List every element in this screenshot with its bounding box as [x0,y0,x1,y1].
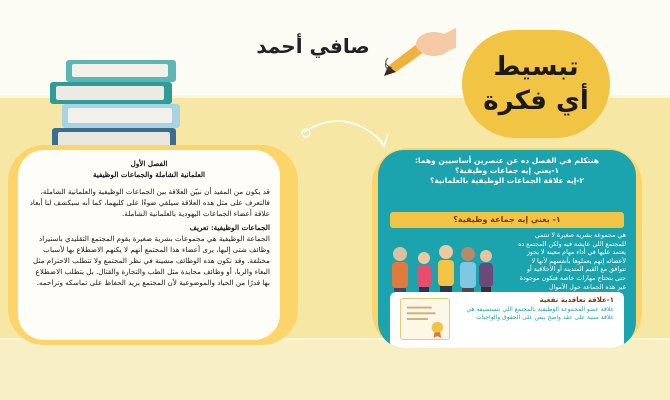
relation-title: ١-علاقة تعاقدية نفعية [539,296,614,304]
question-banner: ١- يعني إيه جماعة وظيفية؟ [390,212,624,228]
title-badge [462,30,610,138]
document-page [18,150,280,340]
relation-box [390,292,624,348]
certificate-icon [400,298,450,340]
pencil-hand-icon [382,22,458,78]
definition-text: هي مجموعة بشرية صغيرة لا تنتمي للمجتمع اللي عايشة فيه ولكن المجتمع ده يعتمد عليها في أداء مهام معينة لا يجوز لأعضائه إنهم يعملوها بأنفسهم لأنها لا تتوافق مع القيم المتدينة أو الأخلاقية أو حتى بتحتاج مهارات خاصة فتكون موجودة غير هذه الجماعة حول الأموال [518,232,626,291]
infographic-heading: هنتكلم في الفصل ده عن عنصرين أساسيين وهما: [415,156,599,165]
infographic-point-1: ١-يعني إيه جماعات وظيفية؟ [454,166,560,175]
footer-background [0,340,670,400]
section-heading: الجماعات الوظيفية: تعريف [189,223,270,232]
infographic-point-2: ٢-إيه علاقة الجماعات الوظيفية بالعلمانية؟ [429,176,585,185]
infographic-header [378,156,636,186]
books-icon [48,58,188,158]
title-line-2: أي فكرة [483,86,589,116]
chapter-title: العلمانية الشاملة والجماعات الوظيفية [92,170,206,179]
relation-text: علاقة عضو المجموعة الوظيفية بالمجتمع اللي بتستضيفه هي علاقة مبنية على عقد واضح ينص على الحقوق والواجبات [466,306,614,321]
curved-arrow-icon [300,112,392,162]
chapter-label: الفصل الأول [130,159,168,168]
infographic-panel [378,150,636,348]
title-line-1: تبسيط [493,52,579,82]
section-body: الجماعة الوظيفية هي مجموعات بشرية صغيرة يقوم المجتمع التقليدي باستيراد وظائف شتى إليها، يرى أعضاء هذا المجتمع أنهم لا يكنهم الاضطلاع بها لأسباب مختلفة. وقد تكون هذه الوظائف مشينة في نظر المجتمع ولا تتطلب الاحترام مثل البغاء والربا، أو وظائف محايدة مثل الطب والتجارة والقتال. بل يتطلب الاضطلاع بها قدرًا من الحياد والموضوعية لأن المجتمع يريد الحفاظ على تماسكه وتراحمه. [33,234,270,287]
author-name: صافي أحمد [256,34,370,58]
document-intro: قد يكون من المفيد أن نبيّن العلاقة بين الجماعات الوظيفية والعلمانية الشاملة، فالتعرف على مثل هذه العلاقة سيلقي ضوءًا على كليهما، كما أنه سيكشف لنا أبعاد علاقة أعضاء الجماعات اليهودية بالعلمانية الشاملة. [29,187,270,218]
